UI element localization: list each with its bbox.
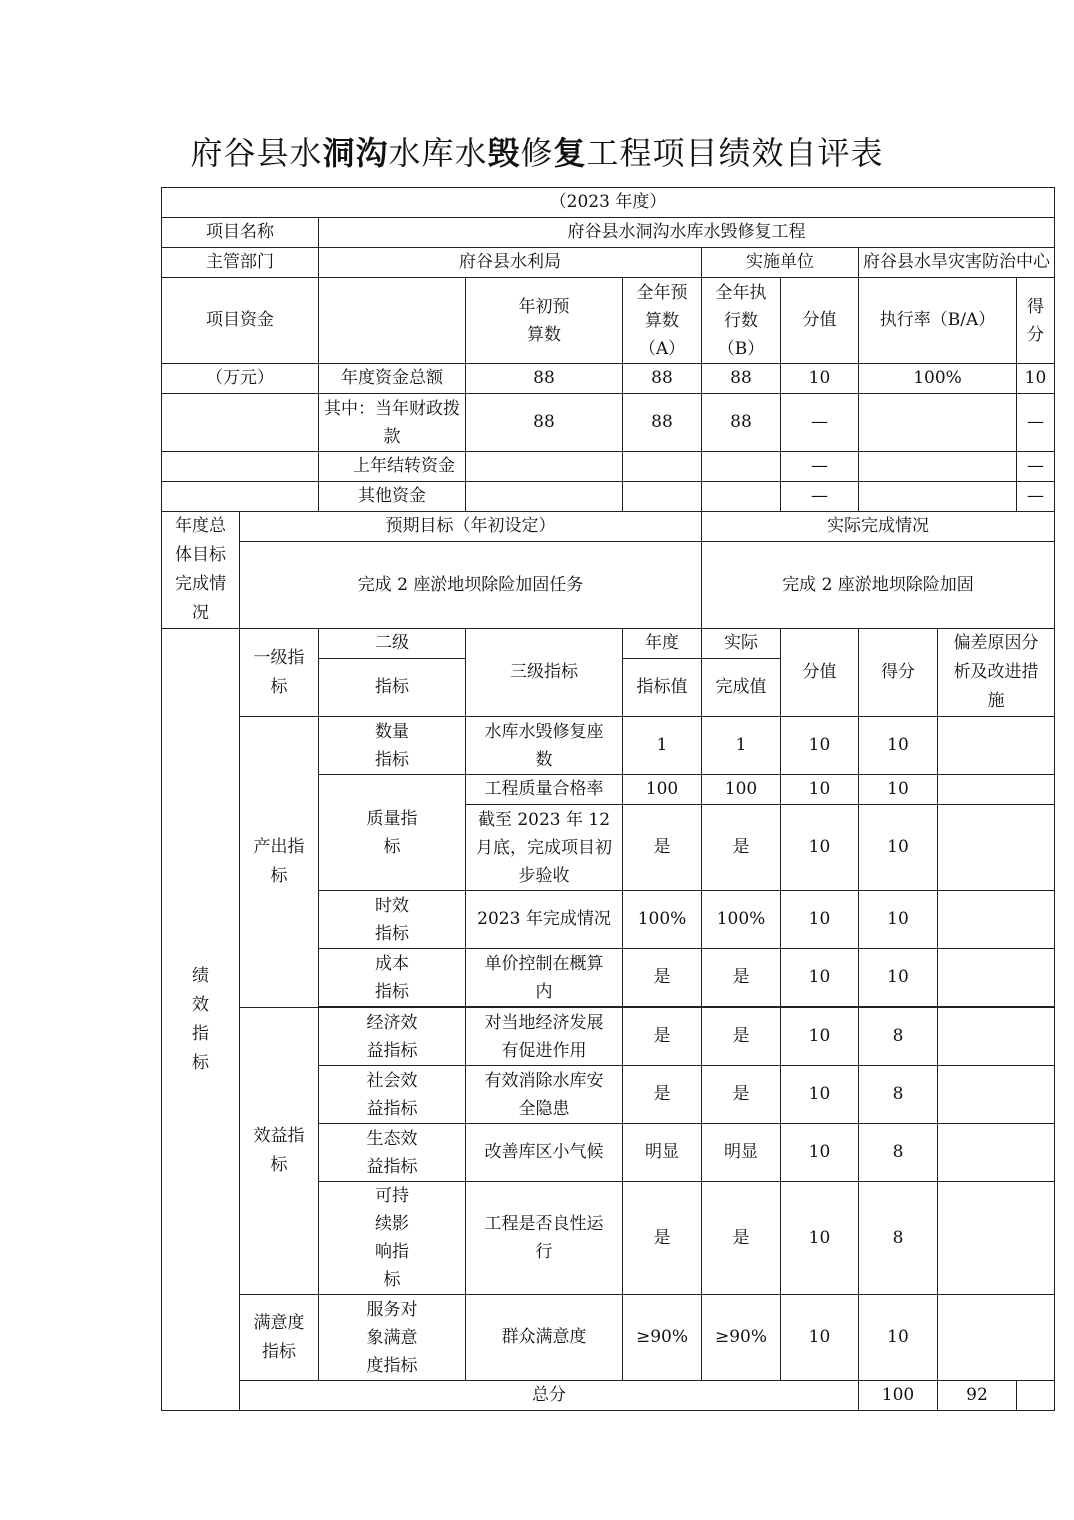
funds-row-score-value: 10 [781,364,859,394]
funds-header-executed: 全年执行数（B） [702,278,781,364]
funds-header-blank [319,278,466,364]
perf-actual: 100 [702,775,781,805]
perf-actual: 是 [702,805,781,891]
funds-row-rate [859,452,1017,482]
perf-target: 是 [623,1182,702,1295]
funds-blank-cell [162,452,319,482]
funds-row-initial [466,482,623,512]
perf-score-value: 10 [781,1066,859,1124]
perf-target: 是 [623,1066,702,1124]
funds-row-score-value: — [781,394,859,452]
funds-label: 项目资金 [162,278,319,364]
project-name-label: 项目名称 [162,218,319,248]
funds-row-initial: 88 [466,394,623,452]
perf-l3: 对当地经济发展有促进作用 [466,1008,623,1066]
perf-score-value: 10 [781,1295,859,1381]
perf-target: 100% [623,891,702,949]
perf-l2: 质量指标 [319,775,466,891]
perf-reason [938,1008,1055,1066]
perf-target: 100 [623,775,702,805]
perf-l2: 可持续影响指标 [319,1182,466,1295]
perf-score: 10 [859,1295,938,1381]
perf-score: 8 [859,1182,938,1295]
funds-row-score: 10 [1017,364,1055,394]
funds-row-score: — [1017,394,1055,452]
funds-row-executed: 88 [702,394,781,452]
funds-row-executed: 88 [702,364,781,394]
funds-row-score: — [1017,452,1055,482]
perf-score-value: 10 [781,949,859,1007]
perf-actual: ≥90% [702,1295,781,1381]
goal-expected: 完成 2 座淤地坝除险加固任务 [240,542,702,629]
perf-score-value: 10 [781,805,859,891]
funds-row-score-value: — [781,452,859,482]
funds-header-score: 得分 [1017,278,1055,364]
perf-reason [938,1182,1055,1295]
perf-score-value: 10 [781,1182,859,1295]
perf-score: 10 [859,717,938,775]
perf-score: 10 [859,775,938,805]
perf-l3: 有效消除水库安全隐患 [466,1066,623,1124]
self-evaluation-table [161,187,1055,1411]
year-cell: （2023 年度） [162,188,1055,218]
perf-target: 是 [623,949,702,1007]
funds-blank-cell [162,394,319,452]
perf-actual: 是 [702,949,781,1007]
perf-header-l1: 一级指标 [240,629,319,717]
perf-score: 10 [859,949,938,1007]
perf-score-value: 10 [781,891,859,949]
perf-header-l2b: 指标 [319,659,466,717]
perf-l3: 工程是否良性运行 [466,1182,623,1295]
funds-row-executed [702,452,781,482]
perf-actual: 明显 [702,1124,781,1182]
page-title: 府谷县水洞沟水库水毁修复工程项目绩效自评表 [190,134,884,172]
funds-header-annual: 全年预算数（A） [623,278,702,364]
perf-score-value: 10 [781,717,859,775]
perf-reason [938,891,1055,949]
funds-row-initial [466,452,623,482]
dept-label: 主管部门 [162,248,319,278]
funds-row-annual: 88 [623,394,702,452]
perf-l3: 单价控制在概算内 [466,949,623,1007]
perf-score: 8 [859,1124,938,1182]
perf-actual: 是 [702,1066,781,1124]
perf-score-value: 10 [781,1124,859,1182]
perf-l2: 生态效益指标 [319,1124,466,1182]
total-reason [1017,1381,1055,1411]
perf-l3: 群众满意度 [466,1295,623,1381]
funds-row-score: — [1017,482,1055,512]
funds-row-name: 其中：当年财政拨款 [319,394,466,452]
funds-row-rate [859,482,1017,512]
perf-header-l3: 三级指标 [466,629,623,717]
perf-header-l2a: 二级 [319,629,466,659]
funds-row-name: 上年结转资金 [319,452,466,482]
perf-l3: 水库水毁修复座数 [466,717,623,775]
perf-group-benefit: 效益指标 [240,1008,319,1295]
funds-row-executed [702,482,781,512]
perf-score-value: 10 [781,1008,859,1066]
funds-row-score-value: — [781,482,859,512]
goal-expected-label: 预期目标（年初设定） [240,512,702,542]
perf-l3: 截至 2023 年 12 月底，完成项目初步验收 [466,805,623,891]
perf-l2: 时效指标 [319,891,466,949]
perf-actual: 是 [702,1008,781,1066]
dept-value: 府谷县水利局 [319,248,702,278]
funds-unit: （万元） [162,364,319,394]
funds-row-initial: 88 [466,364,623,394]
perf-l3: 2023 年完成情况 [466,891,623,949]
perf-target: ≥90% [623,1295,702,1381]
perf-l2: 社会效益指标 [319,1066,466,1124]
perf-reason [938,949,1055,1007]
perf-group-satisfaction: 满意度指标 [240,1295,319,1381]
perf-l2: 服务对象满意度指标 [319,1295,466,1381]
perf-l3: 改善库区小气候 [466,1124,623,1182]
perf-score-value: 10 [781,775,859,805]
perf-score: 8 [859,1066,938,1124]
perf-header-actual-b: 完成值 [702,659,781,717]
funds-header-initial: 年初预算数 [466,278,623,364]
goal-actual-label: 实际完成情况 [702,512,1055,542]
perf-target: 是 [623,1008,702,1066]
perf-label: 绩效指标 [162,629,240,1411]
perf-header-target-b: 指标值 [623,659,702,717]
perf-l3: 工程质量合格率 [466,775,623,805]
total-label: 总分 [240,1381,859,1411]
perf-reason [938,1295,1055,1381]
goal-actual: 完成 2 座淤地坝除险加固 [702,542,1055,629]
perf-header-reason: 偏差原因分析及改进措施 [938,629,1055,717]
perf-actual: 1 [702,717,781,775]
funds-row-annual: 88 [623,364,702,394]
perf-header-actual-a: 实际 [702,629,781,659]
impl-label: 实施单位 [702,248,859,278]
total-score-value: 100 [859,1381,938,1411]
goal-label: 年度总体目标完成情况 [162,512,240,629]
funds-row-rate: 100% [859,364,1017,394]
perf-reason [938,1124,1055,1182]
perf-target: 明显 [623,1124,702,1182]
funds-row-rate [859,394,1017,452]
funds-row-annual [623,452,702,482]
perf-reason [938,1066,1055,1124]
funds-header-score-value: 分值 [781,278,859,364]
perf-score: 10 [859,891,938,949]
impl-value: 府谷县水旱灾害防治中心 [859,248,1055,278]
perf-target: 是 [623,805,702,891]
perf-l2: 经济效益指标 [319,1008,466,1066]
project-name-value: 府谷县水洞沟水库水毁修复工程 [319,218,1055,248]
perf-score: 8 [859,1008,938,1066]
funds-header-rate: 执行率（B/A） [859,278,1017,364]
perf-score: 10 [859,805,938,891]
total-score: 92 [938,1381,1017,1411]
perf-target: 1 [623,717,702,775]
funds-blank-cell [162,482,319,512]
funds-row-name: 年度资金总额 [319,364,466,394]
perf-header-score: 得分 [859,629,938,717]
funds-row-annual [623,482,702,512]
perf-header-score-value: 分值 [781,629,859,717]
funds-row-name: 其他资金 [319,482,466,512]
perf-actual: 是 [702,1182,781,1295]
perf-reason [938,717,1055,775]
perf-l2: 成本指标 [319,949,466,1007]
perf-actual: 100% [702,891,781,949]
perf-header-target-a: 年度 [623,629,702,659]
perf-reason [938,805,1055,891]
perf-reason [938,775,1055,805]
perf-group-output: 产出指标 [240,717,319,1008]
perf-l2: 数量指标 [319,717,466,775]
